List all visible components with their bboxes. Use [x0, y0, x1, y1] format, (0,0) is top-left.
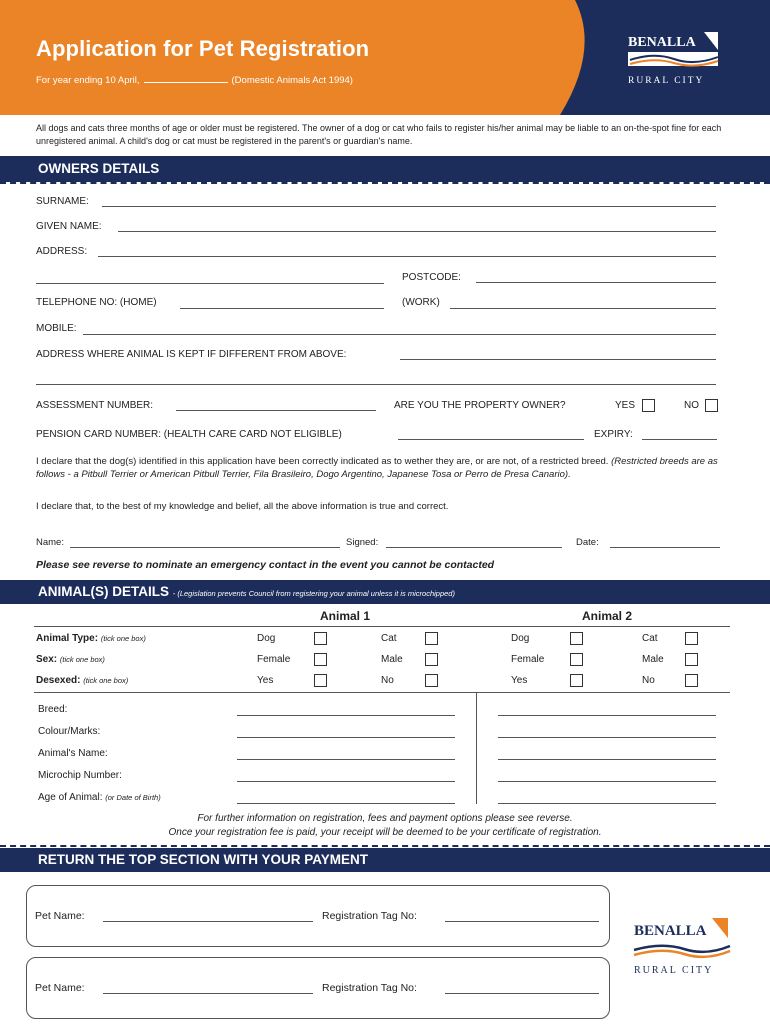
- property-owner-yes-label: YES: [615, 400, 636, 411]
- animal1-age-field[interactable]: [237, 803, 455, 804]
- animal2-cat-label: Cat: [642, 633, 658, 644]
- animal2-cat-checkbox[interactable]: [685, 632, 698, 645]
- alt-address-field[interactable]: [400, 359, 716, 360]
- desexed-label: [36, 675, 128, 686]
- animal-details-heading: ANIMAL(S) DETAILS: [38, 584, 169, 599]
- tag-no-label-1: Registration Tag No:: [322, 910, 417, 922]
- tag-no-field-2[interactable]: [445, 993, 599, 994]
- surname-label: SURNAME:: [36, 196, 89, 207]
- animal2-name-field[interactable]: [498, 759, 716, 760]
- subtitle-suffix: (Domestic Animals Act 1994): [231, 75, 353, 86]
- logo-bottom-text-rural-city: RURAL CITY: [634, 965, 714, 976]
- animal2-desexed-no-label: No: [642, 675, 655, 686]
- age-hint: (or Date of Birth): [105, 793, 161, 802]
- sex-label-text: Sex:: [36, 654, 58, 665]
- pension-card-field[interactable]: [398, 439, 584, 440]
- animal-type-label-text: Animal Type:: [36, 633, 99, 644]
- animal2-desexed-yes-label: Yes: [511, 675, 528, 686]
- animal-heading-rule: [34, 626, 730, 627]
- animal1-desexed-no-label: No: [381, 675, 394, 686]
- animal2-dog-label: Dog: [511, 633, 530, 644]
- logo-bottom-text-benalla: BENALLA: [634, 923, 707, 939]
- animal2-age-field[interactable]: [498, 803, 716, 804]
- return-slip-1: [26, 885, 610, 947]
- animal-name-label: Animal's Name:: [38, 748, 108, 759]
- logo-text-rural-city: RURAL CITY: [628, 76, 705, 86]
- animal1-dog-label: Dog: [257, 633, 276, 644]
- animal2-male-checkbox[interactable]: [685, 653, 698, 666]
- property-owner-no-label: NO: [684, 400, 699, 411]
- animal1-female-label: Female: [257, 654, 291, 665]
- benalla-logo-top: [624, 30, 724, 92]
- receipt-note: Once your registration fee is paid, your receipt will be deemed to be your certificate of registration.: [168, 827, 602, 838]
- telephone-work-field[interactable]: [450, 308, 716, 309]
- animal2-desexed-no-checkbox[interactable]: [685, 674, 698, 687]
- desexed-label-text: Desexed:: [36, 675, 81, 686]
- animal2-breed-field[interactable]: [498, 715, 716, 716]
- address-field[interactable]: [98, 256, 716, 257]
- postcode-label: POSTCODE:: [402, 272, 461, 283]
- animal2-female-checkbox[interactable]: [570, 653, 583, 666]
- declaration-italic-text: (Restricted breeds are as follows - a Pitbull Terrier or American Pitbull Terrier, Fila Brasileiro, Dogo Argentino, Japanese Tosa or Perro de Presa Canario).: [36, 456, 718, 480]
- mobile-label: MOBILE:: [36, 323, 77, 334]
- animal-column-divider: [476, 692, 477, 804]
- return-section-heading: RETURN THE TOP SECTION WITH YOUR PAYMENT: [38, 852, 369, 867]
- sex-hint: (tick one box): [59, 655, 105, 664]
- animal2-desexed-yes-checkbox[interactable]: [570, 674, 583, 687]
- animal2-microchip-field[interactable]: [498, 781, 716, 782]
- animal-2-heading: Animal 2: [582, 609, 633, 623]
- postcode-field[interactable]: [476, 282, 716, 283]
- assessment-number-field[interactable]: [176, 410, 376, 411]
- animal2-dog-checkbox[interactable]: [570, 632, 583, 645]
- breed-label: Breed:: [38, 704, 68, 715]
- animal1-male-label: Male: [381, 654, 403, 665]
- animal1-dog-checkbox[interactable]: [314, 632, 327, 645]
- animal-type-label: [36, 633, 146, 644]
- declaration-main-text: I declare that the dog(s) identified in this application have been correctly indicated as to wether they are, or are not, of a restricted breed.: [36, 456, 609, 467]
- page-title: Application for Pet Registration: [36, 36, 370, 61]
- property-owner-label: ARE YOU THE PROPERTY OWNER?: [394, 400, 566, 411]
- assessment-number-label: ASSESSMENT NUMBER:: [36, 400, 154, 411]
- animal1-male-checkbox[interactable]: [425, 653, 438, 666]
- colour-marks-label: Colour/Marks:: [38, 726, 101, 737]
- pension-card-label: PENSION CARD NUMBER: (HEALTH CARE CARD NOT ELIGIBLE): [36, 429, 342, 440]
- mobile-field[interactable]: [83, 334, 716, 335]
- animal1-cat-label: Cat: [381, 633, 397, 644]
- sex-label: [36, 654, 105, 665]
- tag-no-label-2: Registration Tag No:: [322, 982, 417, 994]
- age-label-text: Age of Animal:: [38, 792, 103, 803]
- animal-options-rule: [34, 692, 730, 693]
- animal2-colour-field[interactable]: [498, 737, 716, 738]
- property-owner-no-checkbox[interactable]: [705, 399, 718, 412]
- animal1-breed-field[interactable]: [237, 715, 455, 716]
- address-field-line2[interactable]: [36, 283, 384, 284]
- address-label: ADDRESS:: [36, 246, 88, 257]
- expiry-label: EXPIRY:: [594, 429, 633, 440]
- name-field[interactable]: [70, 547, 340, 548]
- expiry-field[interactable]: [642, 439, 717, 440]
- property-owner-yes-checkbox[interactable]: [642, 399, 655, 412]
- cut-line: [0, 845, 770, 847]
- animal2-male-label: Male: [642, 654, 664, 665]
- given-name-field[interactable]: [118, 231, 716, 232]
- animal-1-heading: Animal 1: [320, 609, 371, 623]
- tag-no-field-1[interactable]: [445, 921, 599, 922]
- year-blank[interactable]: [144, 73, 228, 83]
- dashed-divider: [0, 182, 770, 184]
- owners-details-heading: OWNERS DETAILS: [38, 161, 160, 176]
- animal-details-bar: [0, 580, 770, 604]
- desexed-hint: (tick one box): [83, 676, 129, 685]
- signature-field[interactable]: [386, 547, 562, 548]
- pet-name-field-2[interactable]: [103, 993, 313, 994]
- microchip-label: Microchip Number:: [38, 770, 122, 781]
- animal1-desexed-yes-checkbox[interactable]: [314, 674, 327, 687]
- telephone-home-field[interactable]: [180, 308, 384, 309]
- surname-field[interactable]: [102, 206, 716, 207]
- animal1-desexed-no-checkbox[interactable]: [425, 674, 438, 687]
- pet-name-field-1[interactable]: [103, 921, 313, 922]
- telephone-work-label: (WORK): [402, 297, 440, 308]
- animal1-desexed-yes-label: Yes: [257, 675, 274, 686]
- truth-declaration: I declare that, to the best of my knowledge and belief, all the above information is true and correct.: [36, 501, 449, 512]
- telephone-home-label: TELEPHONE NO: (HOME): [36, 297, 157, 308]
- name-label: Name:: [36, 537, 64, 548]
- animal1-microchip-field[interactable]: [237, 781, 455, 782]
- given-name-label: GIVEN NAME:: [36, 221, 102, 232]
- logo-text-benalla: BENALLA: [628, 35, 696, 50]
- emergency-contact-note: Please see reverse to nominate an emergency contact in the event you cannot be contacted: [36, 559, 495, 571]
- animal1-female-checkbox[interactable]: [314, 653, 327, 666]
- date-label: Date:: [576, 537, 599, 548]
- animal1-colour-field[interactable]: [237, 737, 455, 738]
- restricted-breed-declaration: [36, 456, 726, 481]
- benalla-logo-bottom: [632, 916, 736, 980]
- pet-name-label-2: Pet Name:: [35, 982, 85, 994]
- subtitle-prefix: For year ending 10 April,: [36, 75, 140, 86]
- return-section-bar: [0, 848, 770, 872]
- pet-name-label-1: Pet Name:: [35, 910, 85, 922]
- animal-details-heading-wrap: [38, 580, 455, 606]
- return-slip-2: [26, 957, 610, 1019]
- signed-label: Signed:: [346, 537, 379, 548]
- alt-address-label: ADDRESS WHERE ANIMAL IS KEPT IF DIFFERENT FROM ABOVE:: [36, 349, 347, 360]
- further-info-note: For further information on registration, fees and payment options please see reverse.: [197, 813, 573, 824]
- animal-details-note: - (Legislation prevents Council from registering your animal unless it is microchipped): [172, 589, 455, 598]
- age-label: [38, 792, 161, 803]
- animal2-female-label: Female: [511, 654, 545, 665]
- date-field[interactable]: [610, 547, 720, 548]
- alt-address-field-line2[interactable]: [36, 384, 716, 385]
- owners-details-bar: [0, 156, 770, 182]
- animal1-name-field[interactable]: [237, 759, 455, 760]
- animal-type-hint: (tick one box): [100, 634, 146, 643]
- intro-text: All dogs and cats three months of age or older must be registered. The owner of a dog or cat who fails to register his/her animal may be liable to an on-the-spot fine for each unregistered animal. A child's dog or cat must be registered in the parent's or guardian's name.: [36, 123, 722, 146]
- animal1-cat-checkbox[interactable]: [425, 632, 438, 645]
- page-subtitle: [36, 73, 353, 86]
